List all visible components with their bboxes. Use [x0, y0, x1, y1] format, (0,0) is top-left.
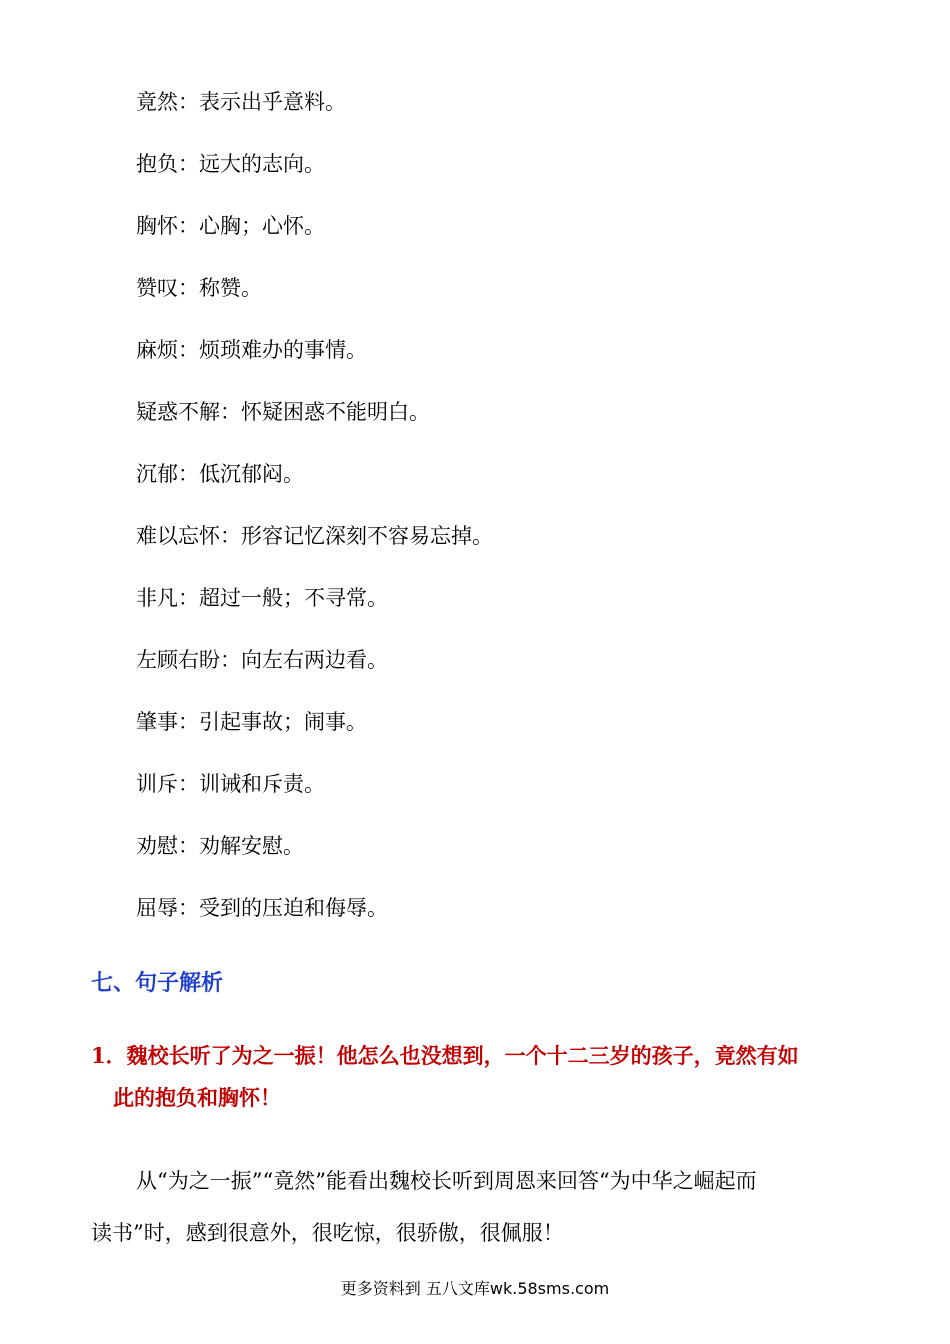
footer-watermark: 更多资料到 五八文库wk.58sms.com [340, 1279, 610, 1298]
question-number: 1． [91, 1043, 127, 1068]
question-line-1: 魏校长听了为之一振！他怎么也没想到，一个十二三岁的孩子，竟然有如 [126, 1043, 799, 1068]
vocabulary-list [136, 82, 493, 950]
vocab-entry: 疑惑不解：怀疑困惑不能明白。 [136, 400, 430, 424]
vocab-entry: 沉郁：低沉郁闷。 [136, 462, 304, 486]
analysis-line-1: 从“为之一振”“竟然”能看出魏校长听到周恩来回答“为中华之崛起而 [136, 1169, 757, 1193]
vocab-entry: 难以忘怀：形容记忆深刻不容易忘掉。 [136, 524, 493, 548]
vocab-entry: 劝慰：劝解安慰。 [136, 834, 304, 858]
section-heading: 七、句子解析 [91, 970, 224, 996]
vocab-entry: 屈辱：受到的压迫和侮辱。 [136, 896, 388, 920]
vocab-entry: 抱负：远大的志向。 [136, 152, 325, 176]
vocab-entry: 竟然：表示出乎意料。 [136, 90, 346, 114]
sentence-question [91, 1035, 871, 1119]
vocab-entry: 左顾右盼：向左右两边看。 [136, 648, 388, 672]
vocab-entry: 非凡：超过一般；不寻常。 [136, 586, 388, 610]
vocab-entry: 麻烦：烦琐难办的事情。 [136, 338, 367, 362]
vocab-entry: 胸怀：心胸；心怀。 [136, 214, 325, 238]
question-line-2: 此的抱负和胸怀！ [113, 1085, 281, 1110]
vocab-entry: 肇事：引起事故；闹事。 [136, 710, 367, 734]
sentence-analysis [91, 1155, 871, 1259]
analysis-line-2: 读书”时，感到很意外，很吃惊，很骄傲，很佩服！ [91, 1221, 564, 1245]
vocab-entry: 训斥：训诫和斥责。 [136, 772, 325, 796]
vocab-entry: 赞叹：称赞。 [136, 276, 262, 300]
